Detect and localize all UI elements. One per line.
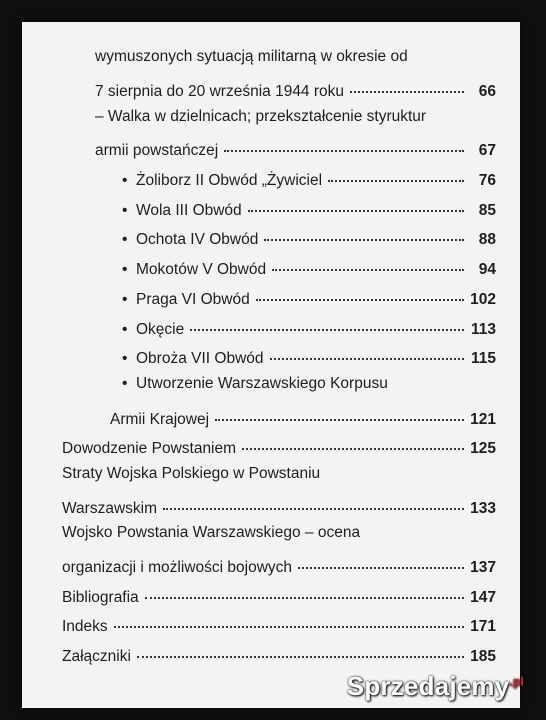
toc-entry-page-number: 115	[470, 349, 496, 367]
dot-leader	[256, 283, 464, 301]
toc-entry	[122, 226, 496, 249]
toc-entry-title: Załączniki	[62, 647, 131, 665]
toc-entry-page-number: 76	[478, 171, 496, 189]
toc-entry-page-number: 66	[478, 82, 496, 100]
toc-entry	[62, 643, 496, 666]
toc-entry	[122, 316, 496, 339]
toc-entry	[122, 197, 496, 220]
bullet-icon: •	[122, 320, 128, 338]
toc-entry-title: Bibliografia	[62, 588, 139, 606]
toc-entry-page-number: 137	[470, 558, 496, 576]
toc-entry-page-number: 125	[470, 439, 496, 457]
toc-entry-page-number: 121	[470, 410, 496, 428]
toc-entry-title: wymuszonych sytuacją militarną w okresie od	[95, 48, 408, 65]
toc-entry	[62, 524, 496, 542]
toc-entry-page-number: 147	[470, 588, 496, 606]
bullet-icon: •	[122, 375, 128, 392]
toc-entry-title: 7 sierpnia do 20 września 1944 roku	[95, 82, 345, 100]
bullet-icon: •	[122, 201, 128, 219]
toc-entry	[122, 286, 496, 309]
toc-entry-page-number: 67	[478, 141, 496, 159]
toc-entry	[62, 435, 496, 458]
toc-entry-title: Utworzenie Warszawskiego Korpusu	[136, 375, 388, 392]
bullet-icon: •	[122, 290, 128, 308]
dot-leader	[242, 432, 464, 450]
toc-entry-title: Indeks	[62, 617, 108, 635]
dot-leader	[328, 164, 464, 182]
toc-entry-page-number: 113	[470, 320, 496, 338]
dot-leader	[114, 610, 464, 628]
bullet-icon: •	[122, 260, 128, 278]
dot-leader	[215, 403, 464, 421]
dot-leader	[145, 581, 464, 599]
toc-entry-title: – Walka w dzielnicach; przekształcenie styruktur	[95, 108, 427, 125]
book-page	[22, 22, 520, 708]
toc-entry-title: Straty Wojska Polskiego w Powstaniu	[62, 465, 321, 482]
toc-entry-page-number: 88	[478, 230, 496, 248]
dot-leader	[248, 194, 464, 212]
toc-entry-title: Praga VI Obwód	[136, 290, 250, 308]
bullet-icon: •	[122, 230, 128, 248]
toc-entry	[95, 48, 408, 66]
toc-entry	[62, 613, 496, 636]
toc-entry-title: Armii Krajowej	[110, 410, 210, 428]
dot-leader	[190, 313, 464, 331]
dot-leader	[350, 75, 464, 93]
toc-entry	[62, 554, 496, 577]
toc-entry-title: Okęcie	[136, 320, 185, 338]
dot-leader	[270, 342, 464, 360]
toc-entry	[110, 406, 496, 429]
toc-entry-page-number: 85	[478, 201, 496, 219]
toc-entry	[62, 465, 496, 483]
toc-entry-title: armii powstańczej	[95, 141, 219, 159]
dot-leader	[137, 640, 464, 658]
bullet-icon: •	[122, 349, 128, 367]
bullet-icon: •	[122, 171, 128, 189]
toc-entry-page-number: 185	[470, 647, 496, 665]
toc-entry	[62, 584, 496, 607]
toc-entry	[122, 167, 496, 190]
toc-entry	[95, 137, 496, 160]
toc-entry-page-number: 102	[470, 290, 496, 308]
dot-leader	[264, 223, 464, 241]
toc-entry	[122, 375, 496, 393]
dot-leader	[163, 492, 464, 510]
toc-entry-title: Wojsko Powstania Warszawskiego – ocena	[62, 524, 361, 541]
toc-entry-page-number: 94	[478, 260, 496, 278]
toc-entry	[122, 256, 496, 279]
toc-entry-page-number: 171	[470, 617, 496, 635]
toc-entry-title: organizacji i możliwości bojowych	[62, 558, 293, 576]
toc-entry	[95, 108, 426, 126]
toc-entry-title: Dowodzenie Powstaniem	[62, 439, 237, 457]
toc-entry-title: Ochota IV Obwód	[136, 230, 259, 248]
dot-leader	[224, 134, 464, 152]
dot-leader	[298, 551, 464, 569]
toc-entry	[95, 78, 496, 101]
toc-entry-page-number: 133	[470, 499, 496, 517]
toc-entry	[122, 345, 496, 368]
toc-entry-title: Mokotów V Obwód	[136, 260, 267, 278]
toc-entry-title: Warszawskim	[62, 499, 158, 517]
toc-entry-title: Obroża VII Obwód	[136, 349, 264, 367]
toc-entry-title: Żoliborz II Obwód „Żywiciel	[136, 171, 323, 189]
watermark-logo: Sprzedajemy$^{.pl}$	[346, 671, 524, 701]
toc-entry	[62, 495, 496, 518]
toc-entry-title: Wola III Obwód	[136, 201, 242, 219]
dot-leader	[272, 253, 464, 271]
